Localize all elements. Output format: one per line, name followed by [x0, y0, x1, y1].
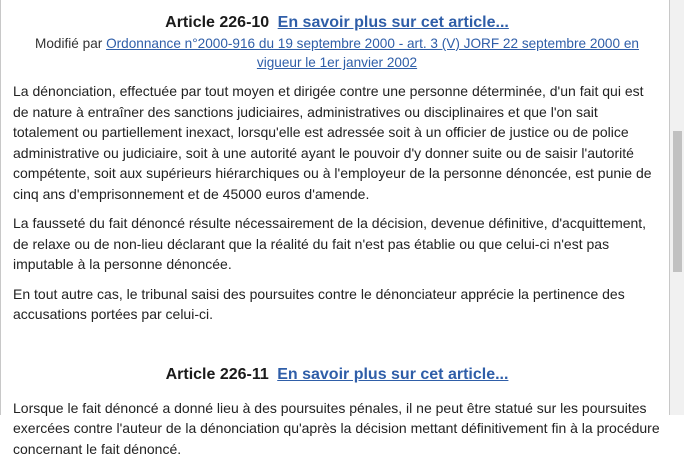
article-details-link[interactable]: En savoir plus sur cet article...: [277, 366, 508, 383]
article-number: Article 226-10: [165, 14, 269, 31]
article-content: [13, 0, 661, 459]
modification-note: [13, 34, 661, 72]
article-paragraph: En tout autre cas, le tribunal saisi des poursuites contre le dénonciateur apprécie la pertinence des accusations portées par celui-ci.: [13, 284, 661, 325]
article-paragraph: La fausseté du fait dénoncé résulte nécessairement de la décision, devenue définitive, d'acquittement, de relaxe ou de non-lieu déclarant que la réalité du fait n'est pas établie ou que celui-ci n'est pas imputable à la personne dénoncée.: [13, 213, 661, 275]
scrollbar-thumb[interactable]: [673, 131, 682, 272]
article-details-link[interactable]: En savoir plus sur cet article...: [278, 14, 509, 31]
article-heading: [13, 13, 661, 33]
modified-by-label: Modifié par: [35, 36, 102, 51]
article-heading: [13, 365, 661, 385]
article-paragraph: La dénonciation, effectuée par tout moyen et dirigée contre une personne déterminée, d'un fait qui est de nature à entraîner des sanctions judiciaires, administratives ou disciplinaires et que l'on sait totalement ou partiellement inexact, lorsqu'elle est adressée soit à un officier de justice ou de police administrative ou judiciaire, soit à une autorité ayant le pouvoir d'y donner suite ou de saisir l'autorité compétente, soit aux supérieurs hiérarchiques ou à l'employeur de la personne dénoncée, est punie de cinq ans d'emprisonnement et de 45000 euros d'amende.: [13, 81, 661, 204]
article-paragraph: Lorsque le fait dénoncé a donné lieu à des poursuites pénales, il ne peut être statué sur les poursuites exercées contre l'auteur de la dénonciation qu'après la décision mettant définitivement fin à la procédure concernant le fait dénoncé.: [13, 398, 661, 459]
article-number: Article 226-11: [166, 366, 269, 383]
ordinance-link[interactable]: Ordonnance n°2000-916 du 19 septembre 2000 - art. 3 (V) JORF 22 septembre 2000 en vigueur le 1er janvier 2002: [106, 36, 639, 70]
